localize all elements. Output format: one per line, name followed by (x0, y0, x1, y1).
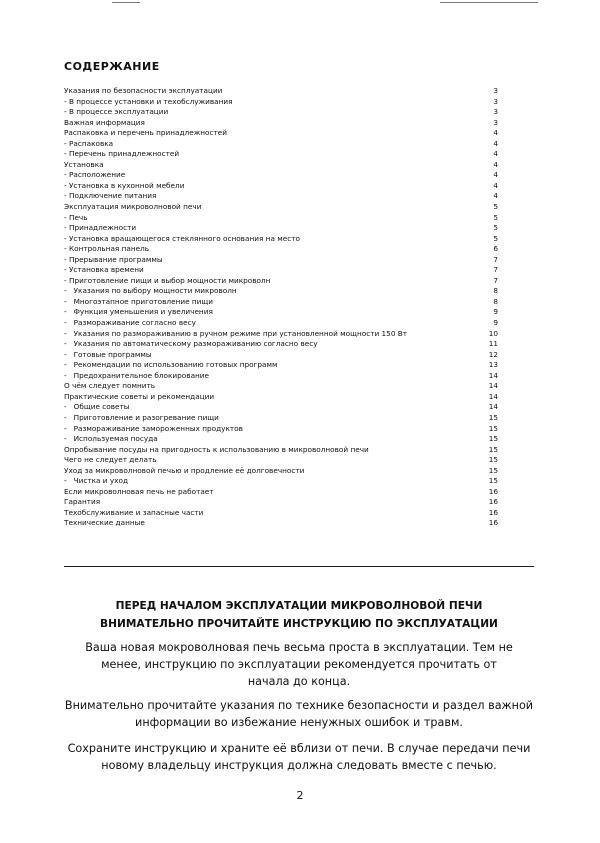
warning-title-line-1: ПЕРЕД НАЧАЛОМ ЭКСПЛУАТАЦИИ МИКРОВОЛНОВОЙ ПЕЧИ (115, 600, 483, 612)
toc-entry (64, 97, 498, 108)
toc-entry-page: 14 (488, 370, 498, 380)
toc-entry-page: 15 (488, 444, 498, 454)
toc-entry-page: 15 (488, 423, 498, 433)
toc-entry (64, 518, 498, 529)
toc-entry-page: 7 (493, 265, 498, 275)
toc-entry (64, 371, 498, 382)
toc-entry-page: 16 (488, 518, 498, 528)
toc-entry (64, 181, 498, 192)
keep-line-2: новому владельцу инструкция должна следовать вместе с печью. (101, 759, 497, 772)
toc-entry-page: 3 (493, 117, 498, 127)
toc-entry-title: - В процессе установки и техобслуживания (64, 96, 233, 106)
toc-entry-page: 15 (488, 465, 498, 475)
toc-entry (64, 329, 498, 340)
toc-entry (64, 350, 498, 361)
toc-entry-title: Если микроволновая печь не работает (64, 486, 214, 496)
toc-entry-page: 4 (493, 159, 498, 169)
toc-entry-title: - Установка времени (64, 265, 144, 275)
toc-entry-page: 14 (488, 402, 498, 412)
toc-entry-page: 4 (493, 149, 498, 159)
toc-entry-title: - Общие советы (64, 402, 130, 412)
toc-entry (64, 149, 498, 160)
toc-entry-page: 14 (488, 381, 498, 391)
toc-entry-page: 9 (493, 318, 498, 328)
toc-entry-page: 3 (493, 96, 498, 106)
toc-entry-title: - Рекомендации по использованию готовых программ (64, 360, 278, 370)
toc-entry (64, 381, 498, 392)
toc-entry-title: - Функция уменьшения и увеличения (64, 307, 213, 317)
toc-entry (64, 234, 498, 245)
toc-entry (64, 466, 498, 477)
toc-entry-title: - Размораживание согласно весу (64, 318, 196, 328)
toc-entry (64, 318, 498, 329)
toc-entry-title: - Принадлежности (64, 223, 137, 233)
toc-entry (64, 392, 498, 403)
toc-entry (64, 508, 498, 519)
toc-entry (64, 487, 498, 498)
safety-line-2: информации во избежание ненужных ошибок и травм. (135, 716, 463, 729)
toc-entry-title: - Предохранительное блокирование (64, 370, 210, 380)
toc-entry (64, 339, 498, 350)
toc-entry (64, 244, 498, 255)
toc-entry-title: - Распаковка (64, 138, 114, 148)
toc-entry-page: 13 (488, 360, 498, 370)
toc-entry-title: Опробывание посуды на пригодность к использованию в микроволновой печи (64, 444, 369, 454)
table-of-contents (64, 86, 498, 529)
toc-entry-title: - Используемая посуда (64, 434, 158, 444)
toc-entry (64, 476, 498, 487)
toc-entry (64, 455, 498, 466)
toc-heading: СОДЕРЖАНИЕ (64, 60, 160, 73)
toc-entry-page: 3 (493, 107, 498, 117)
safety-paragraph (64, 697, 534, 731)
toc-entry (64, 297, 498, 308)
toc-entry (64, 286, 498, 297)
toc-entry-title: - Приготовление и разогревание пищи (64, 412, 219, 422)
toc-entry-page: 15 (488, 476, 498, 486)
toc-entry-title: - Указания по размораживанию в ручном режиме при установленной мощности 150 Вт (64, 328, 408, 338)
toc-entry-page: 16 (488, 507, 498, 517)
toc-entry (64, 265, 498, 276)
page-number: 2 (296, 789, 304, 802)
toc-entry-title: - Многоэтапное приготовление пищи (64, 296, 214, 306)
keep-line-1: Сохраните инструкцию и храните её вблизи от печи. В случае передачи печи (67, 742, 531, 755)
toc-entry-page: 4 (493, 191, 498, 201)
toc-entry (64, 402, 498, 413)
toc-entry-page: 5 (493, 233, 498, 243)
toc-entry-title: Техобслуживание и запасные части (64, 507, 204, 517)
intro-line-1: Ваша новая мокроволновая печь весьма проста в эксплуатации. Тем не (85, 641, 513, 654)
toc-entry-title: Уход за микроволновой печью и продление её долговечности (64, 465, 305, 475)
toc-entry (64, 128, 498, 139)
toc-entry-page: 3 (493, 86, 498, 95)
toc-entry (64, 191, 498, 202)
toc-entry-title: - Размораживание замороженных продуктов (64, 423, 243, 433)
toc-entry-page: 10 (488, 328, 498, 338)
toc-entry (64, 107, 498, 118)
toc-entry-title: - Контрольная панель (64, 244, 150, 254)
toc-entry (64, 413, 498, 424)
toc-entry-page: 5 (493, 202, 498, 212)
toc-entry-page: 15 (488, 434, 498, 444)
toc-entry (64, 223, 498, 234)
toc-entry-page: 4 (493, 170, 498, 180)
toc-entry (64, 255, 498, 266)
toc-entry-page: 4 (493, 128, 498, 138)
toc-entry-title: Чего не следует делать (64, 455, 157, 465)
toc-entry-title: Важная информация (64, 117, 145, 127)
toc-entry-title: - Перечень принадлежностей (64, 149, 180, 159)
toc-entry-page: 15 (488, 455, 498, 465)
toc-entry (64, 360, 498, 371)
warning-title-line-2: ВНИМАТЕЛЬНО ПРОЧИТАЙТЕ ИНСТРУКЦИЮ ПО ЭКСПЛУАТАЦИИ (100, 618, 498, 630)
toc-entry-page: 15 (488, 412, 498, 422)
toc-entry (64, 445, 498, 456)
toc-entry-page: 5 (493, 212, 498, 222)
toc-entry-title: - В процессе эксплуатации (64, 107, 169, 117)
toc-entry (64, 202, 498, 213)
scan-edge-line-left (112, 2, 140, 3)
scan-edge-line-right (440, 2, 538, 3)
toc-entry (64, 86, 498, 97)
toc-entry-title: Технические данные (64, 518, 145, 528)
toc-entry-title: Распаковка и перечень принадлежностей (64, 128, 228, 138)
toc-entry-page: 16 (488, 497, 498, 507)
toc-entry-title: - Расположение (64, 170, 126, 180)
toc-entry-title: О чём следует помнить (64, 381, 156, 391)
toc-entry-title: - Готовые программы (64, 349, 152, 359)
toc-entry (64, 424, 498, 435)
toc-entry-title: - Чистка и уход (64, 476, 129, 486)
toc-entry-page: 5 (493, 223, 498, 233)
intro-line-3: начала до конца. (247, 675, 351, 688)
toc-entry-page: 8 (493, 296, 498, 306)
toc-entry (64, 307, 498, 318)
keep-instructions-paragraph (64, 740, 534, 774)
toc-entry-page: 8 (493, 286, 498, 296)
toc-entry-page: 16 (488, 486, 498, 496)
toc-entry-title: - Приготовление пищи и выбор мощности микроволн (64, 275, 271, 285)
toc-entry-page: 9 (493, 307, 498, 317)
toc-entry-page: 14 (488, 391, 498, 401)
intro-paragraph (64, 639, 534, 690)
toc-entry-page: 12 (488, 349, 498, 359)
toc-entry-title: - Печь (64, 212, 88, 222)
toc-entry-page: 7 (493, 254, 498, 264)
safety-line-1: Внимательно прочитайте указания по технике безопасности и раздел важной (64, 699, 534, 712)
toc-entry-title: - Указания по выбору мощности микроволн (64, 286, 237, 296)
toc-entry-title: Практические советы и рекомендации (64, 391, 215, 401)
toc-entry (64, 160, 498, 171)
toc-entry (64, 170, 498, 181)
toc-entry-title: Эксплуатация микроволновой печи (64, 202, 202, 212)
toc-entry (64, 276, 498, 287)
toc-entry-title: Установка (64, 159, 104, 169)
toc-entry-page: 11 (488, 339, 498, 349)
toc-entry (64, 434, 498, 445)
toc-entry-page: 4 (493, 138, 498, 148)
toc-entry-page: 7 (493, 275, 498, 285)
toc-entry-title: - Подключение питания (64, 191, 157, 201)
toc-entry-title: Указания по безопасности эксплуатации (64, 86, 223, 95)
toc-entry-title: Гарантия (64, 497, 101, 507)
toc-entry-title: - Прерывание программы (64, 254, 163, 264)
toc-entry (64, 213, 498, 224)
toc-entry-page: 4 (493, 180, 498, 190)
toc-entry-title: - Установка вращающегося стеклянного основания на место (64, 233, 300, 243)
toc-entry (64, 118, 498, 129)
toc-entry-title: - Установка в кухонной мебели (64, 180, 185, 190)
warning-title (64, 597, 534, 633)
intro-line-2: менее, инструкцию по эксплуатации рекомендуется прочитать от (101, 658, 497, 671)
toc-entry-title: - Указания по автоматическому размораживанию согласно весу (64, 339, 318, 349)
toc-entry (64, 139, 498, 150)
toc-entry-page: 6 (493, 244, 498, 254)
toc-entry (64, 497, 498, 508)
section-divider (64, 566, 534, 567)
